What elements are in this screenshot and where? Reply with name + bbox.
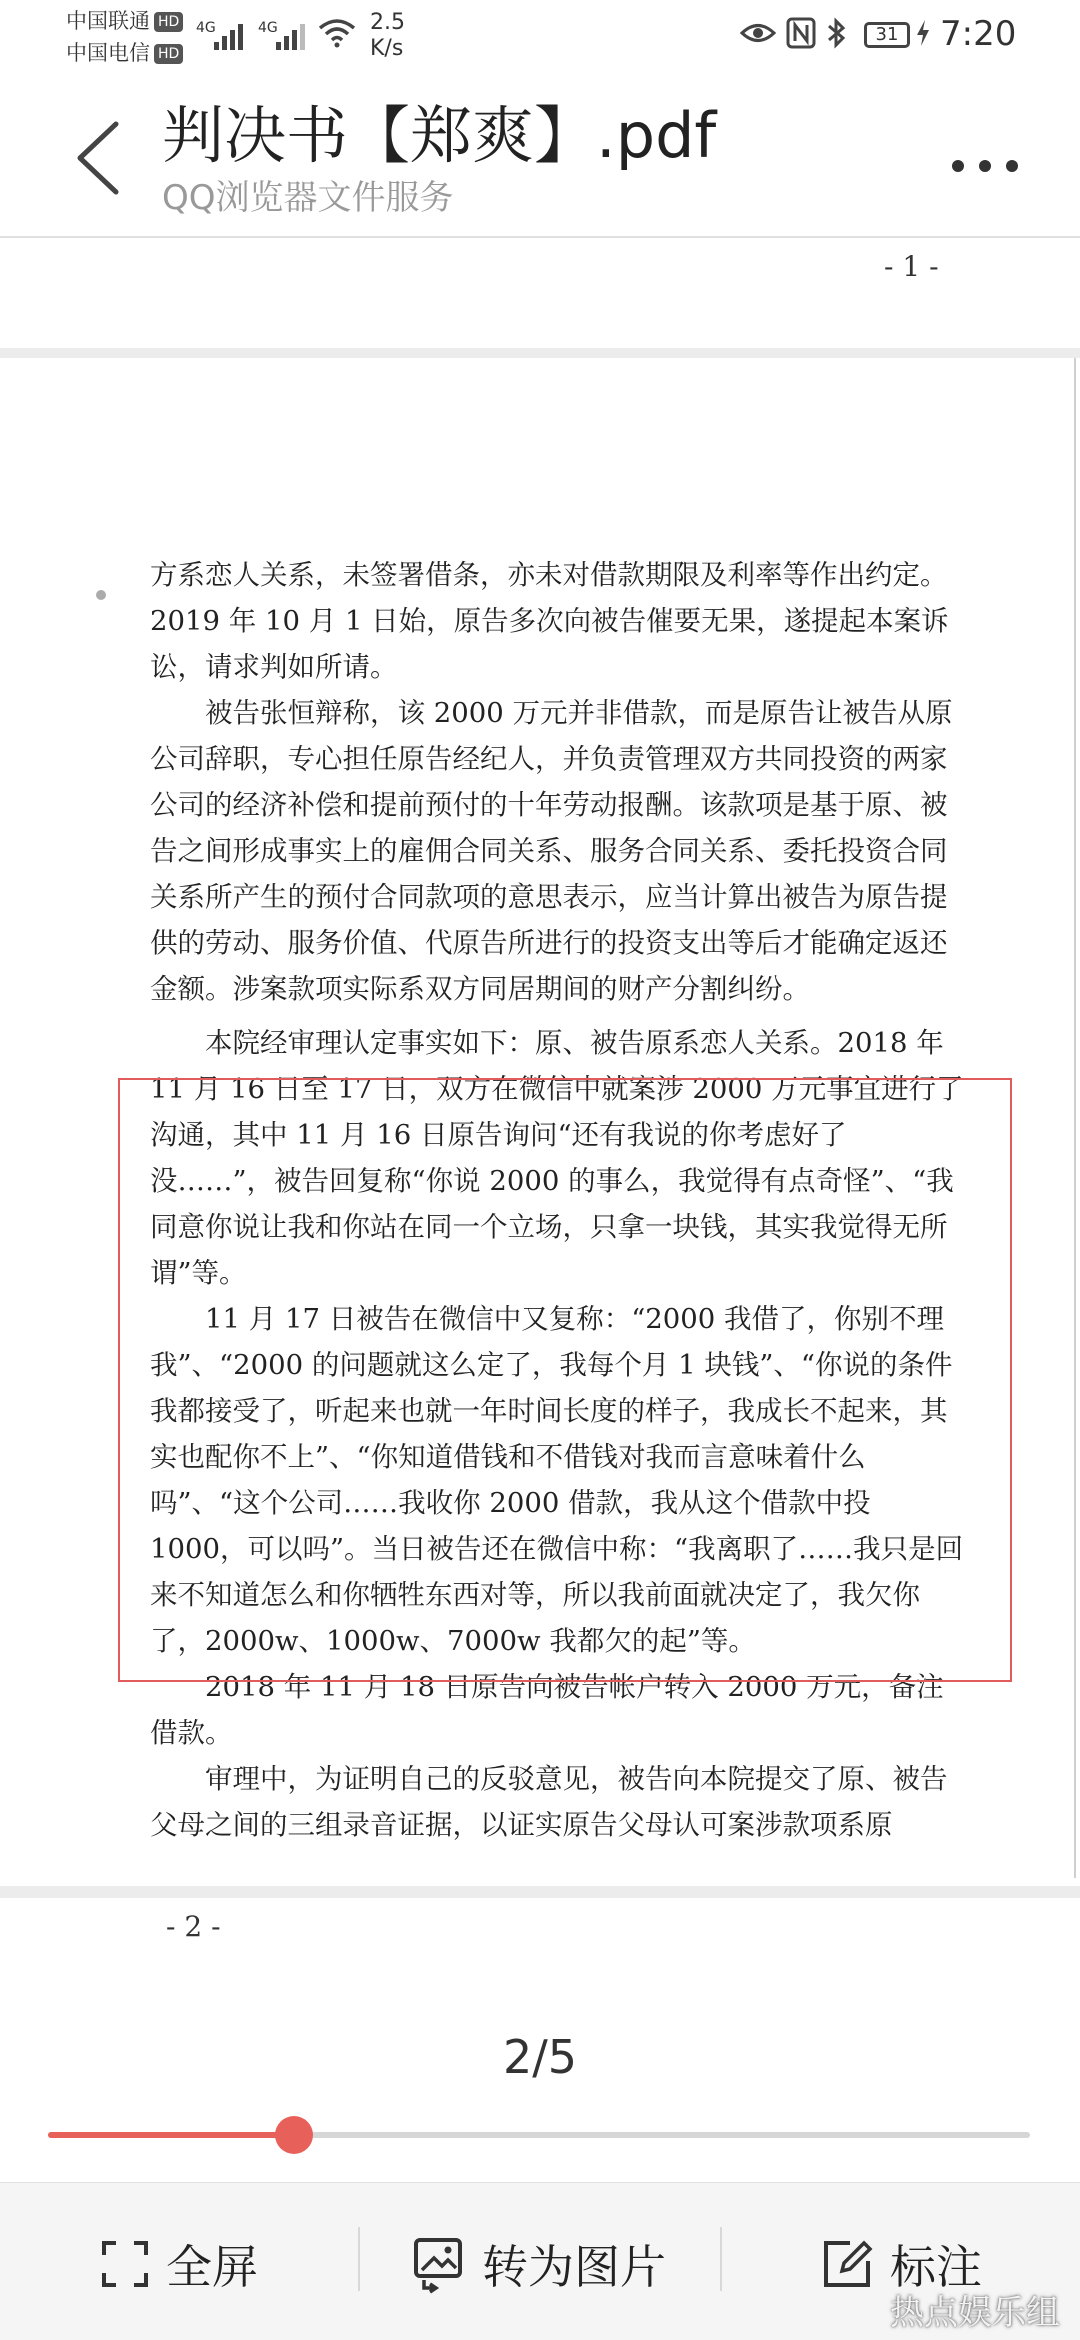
signal-icon-2 bbox=[276, 22, 310, 50]
page-number-2: - 2 - bbox=[166, 1910, 221, 1943]
signal-icon bbox=[214, 22, 248, 50]
status-bar bbox=[0, 0, 1080, 70]
battery-icon: 31 bbox=[864, 22, 910, 48]
eye-icon bbox=[740, 16, 776, 50]
bottom-toolbar bbox=[0, 2182, 1080, 2340]
more-options-icon[interactable] bbox=[950, 150, 1020, 180]
paragraph: 审理中，为证明自己的反驳意见，被告向本院提交了原、被告父母之间的三组录音证据，以证实原告父母认可案涉款项系原 bbox=[150, 1763, 948, 1841]
paragraph: 2018 年 11 月 18 日原告向被告帐户转入 2000 万元，备注借款。 bbox=[150, 1671, 944, 1749]
document-subtitle: QQ浏览器文件服务 bbox=[162, 178, 454, 218]
page-slider[interactable] bbox=[48, 2126, 1030, 2144]
paragraph: 本院经审理认定事实如下：原、被告原系恋人关系。2018 年 11 月 16 日至 17 日，双方在微信中就案涉 2000 万元事宜进行了沟通，其中 11 月 16 日原告询问“还有我说的你考虑好了没……”，被告回复称“你说 2000 的事么，我觉得有点奇怪”、“我同意你说让我和你站在同一个立场，只拿一块钱，其实我觉得无所谓”等。 bbox=[150, 1027, 964, 1289]
clock: 7:20 bbox=[940, 14, 1017, 54]
watermark: 热点娱乐组 bbox=[890, 2293, 1060, 2333]
charging-icon bbox=[914, 16, 932, 50]
convert-to-image-button[interactable] bbox=[410, 2219, 666, 2309]
edit-pen-icon bbox=[820, 2237, 874, 2291]
back-arrow-icon[interactable] bbox=[68, 118, 128, 198]
paragraph: 被告张恒辩称，该 2000 万元并非借款，而是原告让被告从原公司辞职，专心担任原告经纪人，并负责管理双方共同投资的两家公司的经济补偿和提前预付的十年劳动报酬。该款项是基于原、被告之间形成事实上的雇佣合同关系、服务合同关系、委托投资合同关系所产生的预付合同款项的意思表示，应当计算出被告为原告提供的劳动、服务价值、代原告所进行的投资支出等后才能确定返还金额。涉案款项实际系双方同居期间的财产分割纠纷。 bbox=[150, 697, 953, 1005]
pdf-page-1 bbox=[0, 238, 1080, 348]
convert-to-image-label: 转为图片 bbox=[482, 2240, 666, 2294]
toolbar-divider bbox=[358, 2227, 360, 2291]
network-speed: 2.5 K/s bbox=[370, 10, 405, 61]
viewer-bottom-edge bbox=[0, 1886, 1080, 1898]
network-type-1: 4G bbox=[196, 20, 216, 36]
wifi-icon bbox=[318, 18, 356, 48]
slider-fill bbox=[48, 2132, 294, 2138]
page-gap bbox=[0, 348, 1080, 358]
toolbar-divider bbox=[720, 2227, 722, 2291]
page-indicator: 2/5 bbox=[502, 2030, 578, 2084]
pdf-viewer[interactable] bbox=[0, 238, 1080, 1943]
fullscreen-button[interactable] bbox=[100, 2219, 258, 2309]
paragraph: 11 月 17 日被告在微信中又复称：“2000 我借了，你别不理我”、“2000 的问题就这么定了，我每个月 1 块钱”、“你说的条件我都接受了，听起来也就一年时间长度的样子，我成长不起来，其实也配你不上”、“你知道借钱和不借钱对我而言意味着什么吗”、“这个公司……我收你 2000 借款，我从这个借款中投 1000，可以吗”。当日被告还在微信中称：“我离职了……我只是回来不知道怎么和你牺牲东西对等，所以我前面就决定了，我欠你了，2000w、1000w、7000w 我都欠的起”等。 bbox=[150, 1303, 964, 1657]
highlight-annotation-box bbox=[118, 1078, 1012, 1682]
nfc-icon bbox=[786, 16, 816, 50]
carrier-2: 中国电信 HD bbox=[66, 40, 183, 66]
document-title: 判决书【郑爽】.pdf bbox=[162, 99, 717, 172]
paragraph: 方系恋人关系，未签署借条，亦未对借款期限及利率等作出约定。2019 年 10 月 1 日始，原告多次向被告催要无果，遂提起本案诉讼，请求判如所请。 bbox=[150, 559, 949, 683]
slider-thumb[interactable] bbox=[275, 2116, 313, 2154]
title-bar bbox=[0, 70, 1080, 238]
annotate-label: 标注 bbox=[890, 2240, 982, 2294]
scan-speck bbox=[96, 590, 106, 600]
fullscreen-icon bbox=[100, 2239, 150, 2289]
page-edge bbox=[1074, 358, 1076, 1878]
page-number-1: - 1 - bbox=[884, 250, 939, 283]
fullscreen-label: 全屏 bbox=[166, 2240, 258, 2294]
carrier-1: 中国联通 HD bbox=[66, 8, 183, 34]
pdf-page-2 bbox=[0, 358, 1080, 1943]
image-convert-icon bbox=[410, 2236, 466, 2292]
bluetooth-icon bbox=[826, 16, 848, 50]
network-type-2: 4G bbox=[258, 20, 278, 36]
